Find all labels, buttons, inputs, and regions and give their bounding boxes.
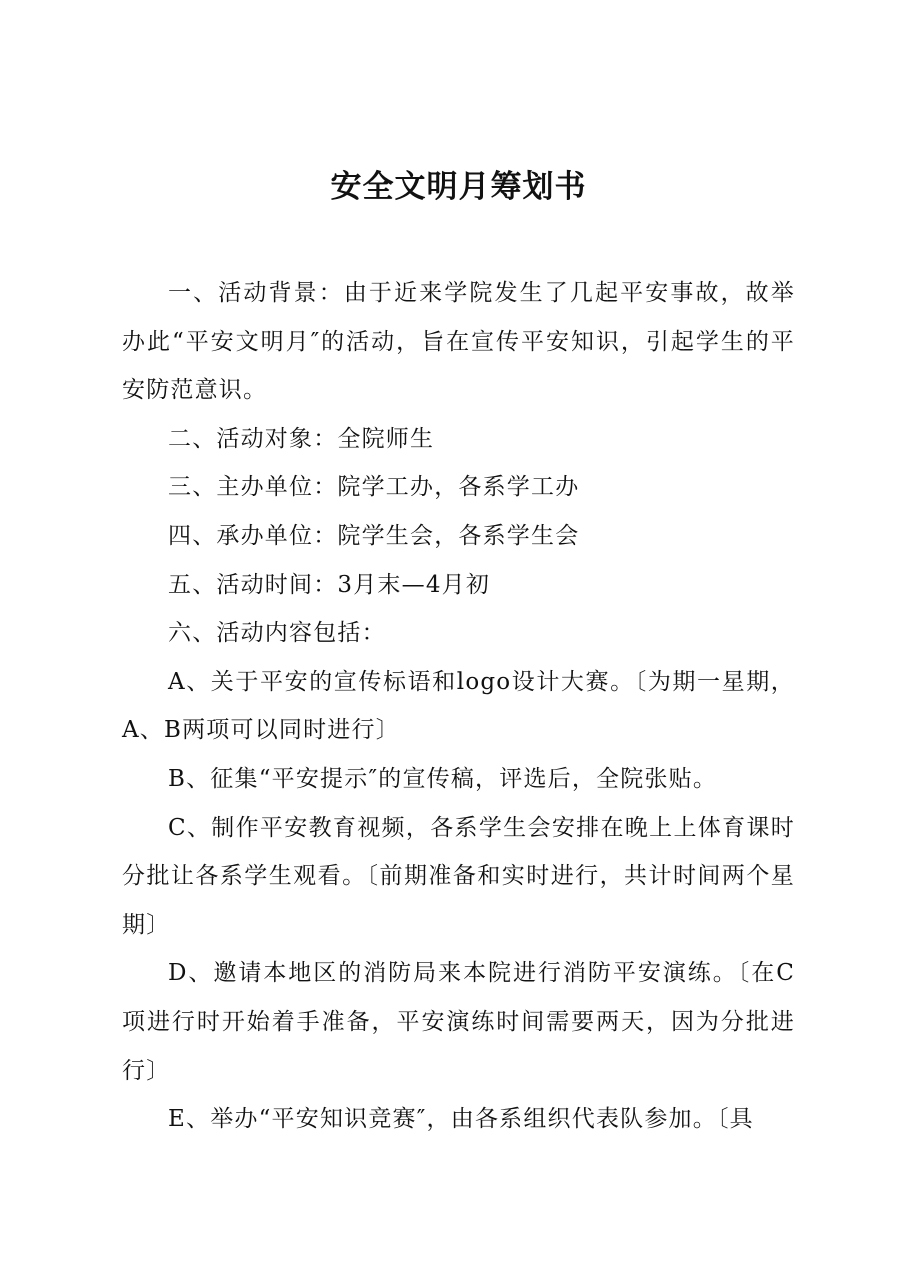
- paragraph-item-d: D、邀请本地区的消防局来本院进行消防平安演练。〔在C项进行时开始着手准备，平安演练时间需要两天，因为分批进行〕: [122, 960, 795, 1084]
- paragraph-host: 四、承办单位：院学生会，各系学生会: [168, 522, 580, 549]
- paragraph-content-heading: 六、活动内容包括：: [168, 620, 386, 647]
- paragraph-organizer: 三、主办单位：院学工办，各系学工办: [168, 474, 580, 501]
- document-body: [122, 269, 795, 1144]
- paragraph-background: 一、活动背景：由于近来学院发生了几起平安事故，故举办此“平安文明月″的活动，旨在宣传平安知识，引起学生的平安防范意识。: [122, 280, 795, 404]
- paragraph-item-a: A、关于平安的宣传标语和logo设计大赛。〔为期一星期，A、B两项可以同时进行〕: [122, 668, 795, 744]
- paragraph-time: 五、活动时间：3月末—4月初: [168, 571, 491, 598]
- paragraph-audience: 二、活动对象：全院师生: [168, 425, 435, 452]
- paragraph-item-c: C、制作平安教育视频，各系学生会安排在晚上上体育课时分批让各系学生观看。〔前期准备和实时进行，共计时间两个星期〕: [122, 814, 795, 938]
- paragraph-item-b: B、征集“平安提示″的宣传稿，评选后，全院张贴。: [168, 765, 718, 792]
- paragraph-item-e: E、举办“平安知识竞赛″，由各系组织代表队参加。〔具: [168, 1106, 754, 1133]
- document-title: 安全文明月筹划书: [330, 169, 587, 205]
